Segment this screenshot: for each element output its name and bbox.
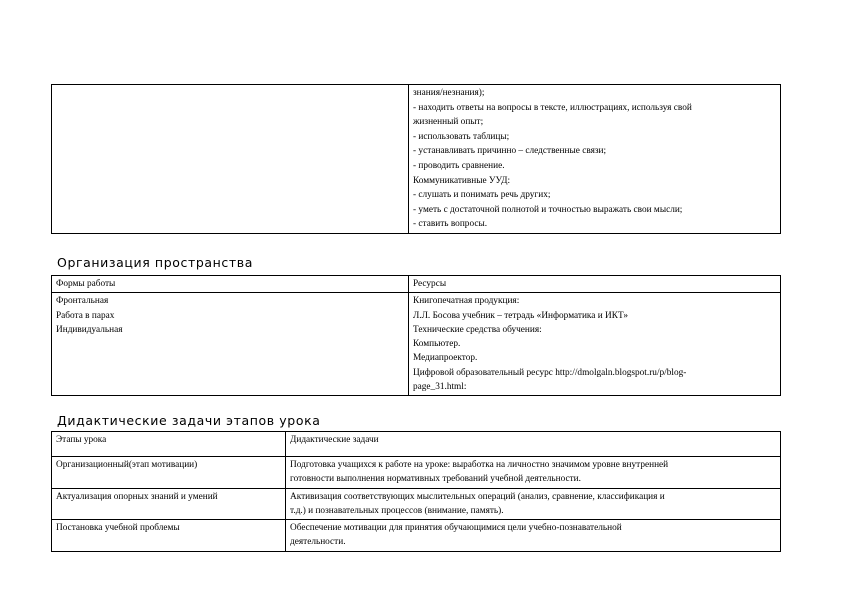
text-line: Коммуникативные УУД:: [413, 175, 511, 186]
table-row: [52, 85, 781, 234]
task-cell: [286, 488, 781, 520]
stage-cell: Актуализация опорных знаний и умений: [52, 488, 286, 520]
table-header-row: [52, 432, 781, 457]
resource-item: Компьютер.: [413, 339, 461, 350]
table-row: [52, 520, 781, 552]
text-line: готовности выполнения нормативных требований учебной деятельности.: [290, 474, 581, 485]
form-item: Индивидуальная: [56, 324, 123, 335]
text-line: - находить ответы на вопросы в тексте, иллюстрациях, используя свой: [413, 102, 692, 113]
text-line: деятельности.: [290, 537, 346, 548]
column-header-tasks: Дидактические задачи: [286, 432, 781, 457]
table-row: [52, 488, 781, 520]
stage-cell: Постановка учебной проблемы: [52, 520, 286, 552]
space-organization-table: [51, 275, 781, 396]
form-item: Фронтальная: [56, 296, 109, 307]
resources-cell: [409, 293, 781, 396]
text-line: - ставить вопросы.: [413, 219, 488, 230]
text-line: жизненный опыт;: [413, 117, 484, 128]
task-cell: [286, 457, 781, 489]
text-line: знания/незнания);: [413, 88, 485, 98]
text-line: Обеспечение мотивации для принятия обучающимися цели учебно-познавательной: [290, 523, 622, 534]
column-header-stages: Этапы урока: [52, 432, 286, 457]
table-row: [52, 457, 781, 489]
resource-item: Цифровой образовательный ресурс http://dmolgaln.blogspot.ru/p/blog-: [413, 367, 687, 378]
text-line: - устанавливать причинно – следственные связи;: [413, 146, 607, 157]
column-header-forms: Формы работы: [52, 276, 409, 293]
table-row: [52, 293, 781, 396]
text-line: Активизация соответствующих мыслительных операций (анализ, сравнение, классификация и: [290, 491, 665, 502]
text-line: - уметь с достаточной полнотой и точностью выражать свои мысли;: [413, 204, 683, 215]
resource-item: Книгопечатная продукция:: [413, 296, 520, 307]
stage-cell: Организационный(этап мотивации): [52, 457, 286, 489]
resource-item: page_31.html:: [413, 382, 467, 393]
didactic-tasks-table: [51, 431, 781, 552]
resource-item: Л.Л. Босова учебник – тетрадь «Информатика и ИКТ»: [413, 310, 629, 321]
task-cell: [286, 520, 781, 552]
form-item: Работа в парах: [56, 310, 115, 321]
text-line: - использовать таблицы;: [413, 131, 510, 142]
text-line: Подготовка учащихся к работе на уроке: выработка на личностно значимом уровне внутренней: [290, 460, 669, 470]
section-heading-space: Организация пространства: [57, 255, 253, 270]
forms-cell: [52, 293, 409, 396]
competencies-table: [51, 84, 781, 234]
resource-item: Технические средства обучения:: [413, 324, 542, 335]
empty-cell: [52, 85, 409, 234]
table-header-row: [52, 276, 781, 293]
text-line: - проводить сравнение.: [413, 160, 505, 171]
section-heading-tasks: Дидактические задачи этапов урока: [57, 413, 321, 428]
column-header-resources: Ресурсы: [409, 276, 781, 293]
text-line: - слушать и понимать речь других;: [413, 190, 551, 201]
competencies-cell: [409, 85, 781, 234]
resource-item: Медиапроектор.: [413, 353, 478, 364]
text-line: т.д.) и познавательных процессов (внимание, память).: [290, 505, 504, 516]
